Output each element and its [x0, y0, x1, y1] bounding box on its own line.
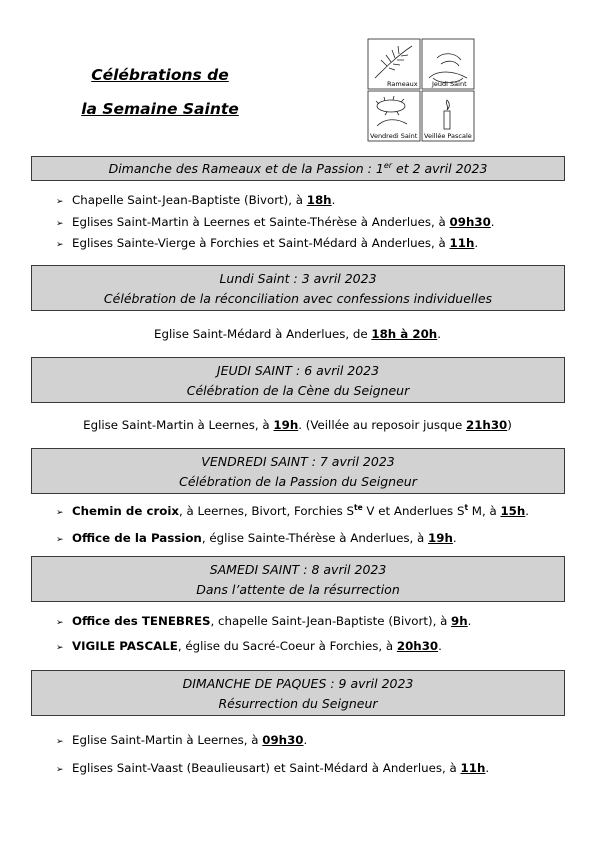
list-item: ➢ Eglises Saint-Vaast (Beaulieusart) et Saint-Médard à Anderlues, à 11h.: [56, 760, 489, 778]
section-banner-rameaux: [31, 156, 565, 181]
list-item: ➢ VIGILE PASCALE, église du Sacré-Coeur à Forchies, à 20h30.: [56, 638, 442, 656]
bullet-arrow-icon: ➢: [56, 535, 64, 545]
bullet-arrow-icon: ➢: [56, 508, 64, 518]
bullet-arrow-icon: ➢: [56, 618, 64, 628]
celebration-text: Eglise Saint-Médard à Anderlues, de 18h à 20h.: [154, 327, 441, 341]
banner-title: DIMANCHE DE PAQUES : 9 avril 2023: [182, 676, 414, 691]
section-banner-vendredi-saint: [31, 448, 565, 494]
section-banner-lundi-saint: [31, 265, 565, 311]
banner-title: Lundi Saint : 3 avril 2023: [219, 271, 377, 286]
banner-subtitle: Célébration de la réconciliation avec confessions individuelles: [103, 291, 493, 306]
list-item: ➢ Office des TENEBRES, chapelle Saint-Jean-Baptiste (Bivort), à 9h.: [56, 613, 471, 631]
bullet-arrow-icon: ➢: [56, 240, 64, 250]
logo-label-vendredi-saint: Vendredi Saint: [370, 132, 418, 140]
banner-title: Dimanche des Rameaux et de la Passion : 1er et 2 avril 2023: [108, 160, 488, 176]
list-item: ➢ Chemin de croix, à Leernes, Bivort, Forchies $S^{te}$ V et Anderlues $S^t$ M, à 15h.: [56, 503, 529, 521]
page-title-line-2: la Semaine Sainte: [81, 100, 239, 118]
banner-subtitle: Résurrection du Seigneur: [218, 696, 378, 711]
section-banner-paques: [31, 670, 565, 716]
section-banner-jeudi-saint: [31, 357, 565, 403]
bullet-arrow-icon: ➢: [56, 643, 64, 653]
list-item: ➢ Eglises Sainte-Vierge à Forchies et Saint-Médard à Anderlues, à 11h.: [56, 235, 478, 253]
bullet-arrow-icon: ➢: [56, 197, 64, 207]
logo-label-rameaux: Rameaux: [387, 80, 418, 88]
section-banner-samedi-saint: [31, 556, 565, 602]
list-item: ➢ Eglises Saint-Martin à Leernes et Sainte-Thérèse à Anderlues, à 09h30.: [56, 214, 495, 232]
banner-subtitle: Dans l’attente de la résurrection: [196, 582, 400, 597]
holy-week-logo: [367, 38, 475, 142]
banner-title: VENDREDI SAINT : 7 avril 2023: [201, 454, 395, 469]
bullet-arrow-icon: ➢: [56, 737, 64, 747]
list-item: ➢ Eglise Saint-Martin à Leernes, à 09h30.: [56, 732, 307, 750]
banner-title: SAMEDI SAINT : 8 avril 2023: [209, 562, 387, 577]
logo-label-jeudi-saint: Jeudi Saint: [432, 80, 467, 88]
page-title-line-1: Célébrations de: [91, 66, 229, 84]
banner-subtitle: Célébration de la Passion du Seigneur: [179, 474, 417, 489]
bullet-arrow-icon: ➢: [56, 219, 64, 229]
list-item: ➢ Chapelle Saint-Jean-Baptiste (Bivort), à 18h.: [56, 192, 335, 210]
logo-label-veillee-pascale: Veillée Pascale: [424, 132, 472, 140]
banner-subtitle: Célébration de la Cène du Seigneur: [186, 383, 410, 398]
bullet-arrow-icon: ➢: [56, 765, 64, 775]
celebration-text: Eglise Saint-Martin à Leernes, à 19h. (Veillée au reposoir jusque 21h30): [83, 418, 512, 432]
banner-title: JEUDI SAINT : 6 avril 2023: [216, 363, 380, 378]
list-item: ➢ Office de la Passion, église Sainte-Thérèse à Anderlues, à 19h.: [56, 530, 457, 548]
